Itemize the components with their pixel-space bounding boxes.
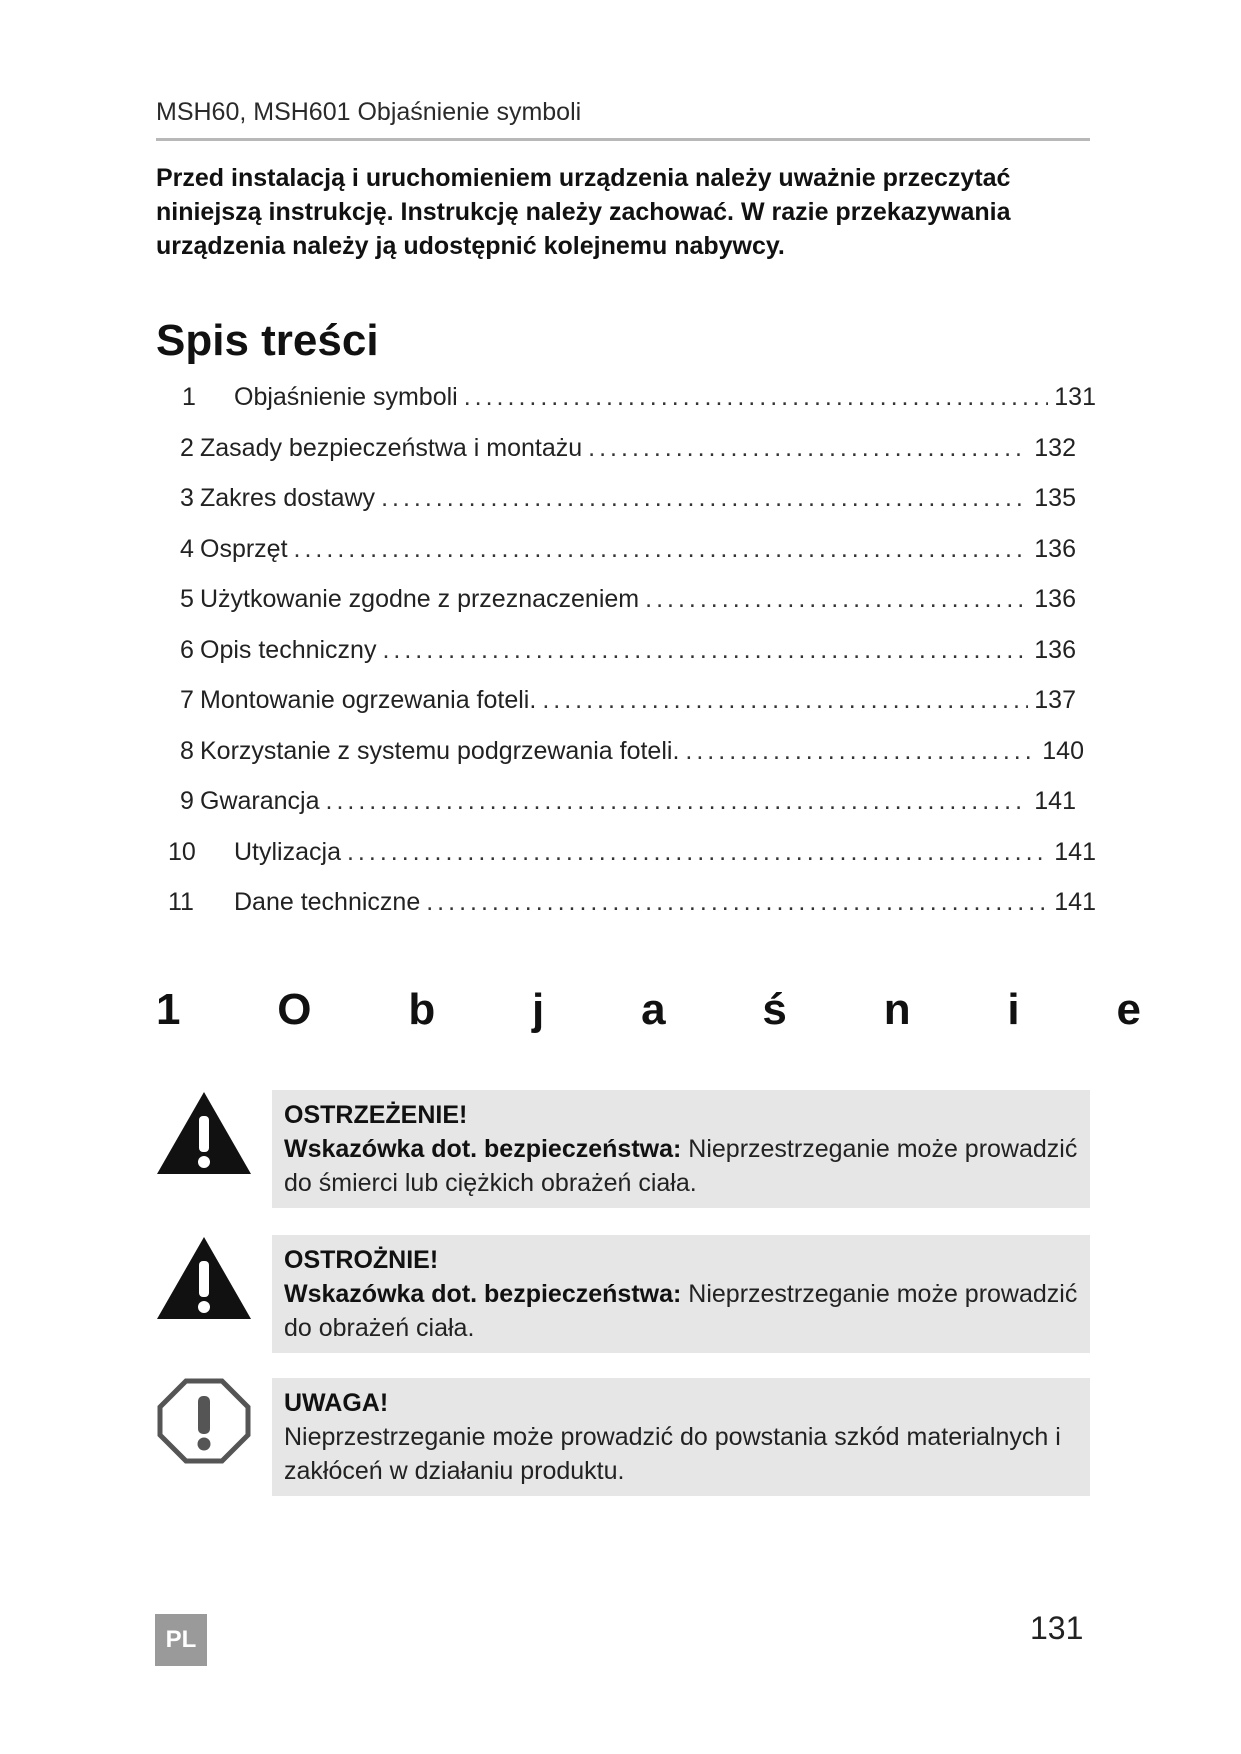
toc-leader	[542, 686, 1028, 715]
toc-item[interactable]	[156, 585, 1076, 636]
intro-text: Przed instalacją i uruchomieniem urządzenia należy uważnie przeczytać niniejszą instrukcję. Instrukcję należy zachować. W razie przekazywania urządzenia należy ją udostępnić kolejnemu nabywcy.	[156, 164, 1011, 260]
toc-item[interactable]	[156, 434, 1076, 485]
toc-item-number: 4	[180, 534, 194, 563]
language-badge: PL	[155, 1614, 207, 1666]
warning-triangle-icon	[156, 1090, 252, 1176]
toc-leader	[326, 787, 1029, 816]
toc-leader	[294, 535, 1029, 564]
toc-item-label: Zakres dostawy	[200, 484, 376, 512]
notice-title: OSTROŻNIE!	[284, 1246, 439, 1274]
section-heading	[156, 985, 1141, 1035]
notice-title: OSTRZEŻENIE!	[284, 1101, 468, 1129]
section-heading-char: a	[641, 985, 666, 1034]
toc-item[interactable]	[156, 484, 1076, 535]
notice-text: Nieprzestrzeganie może prowadzić do obrażeń ciała.	[284, 1280, 1078, 1342]
caution-triangle-icon	[156, 1235, 252, 1321]
notice-caution	[272, 1235, 1090, 1353]
notice-attention	[272, 1378, 1090, 1496]
toc-item-page: 137	[1034, 686, 1076, 714]
toc-item-label: Opis techniczny	[200, 635, 377, 664]
page-header: MSH60, MSH601 Objaśnienie symboli	[156, 98, 582, 126]
toc-item-page: 141	[1054, 837, 1096, 866]
toc-item-number: 7	[180, 686, 194, 714]
section-heading-char: j	[532, 985, 545, 1034]
section-heading-char: 1	[156, 985, 181, 1034]
header-rule	[156, 138, 1090, 141]
toc-item-page: 136	[1034, 585, 1076, 613]
toc-item-page: 141	[1034, 787, 1076, 815]
section-heading-char: b	[408, 985, 436, 1034]
page-number: 131	[1030, 1610, 1084, 1646]
toc-item-label: Użytkowanie zgodne z przeznaczeniem	[200, 585, 640, 613]
toc-item[interactable]	[156, 383, 1096, 434]
toc-item-page: 131	[1054, 383, 1096, 411]
toc-item-page: 135	[1034, 484, 1076, 512]
table-of-contents	[156, 383, 1096, 939]
notice-text: Nieprzestrzeganie może prowadzić do powstania szkód materialnych i zakłóceń w działaniu produktu.	[284, 1423, 1061, 1485]
toc-item-label: Utylizacja	[234, 837, 341, 866]
toc-item[interactable]	[156, 888, 1096, 939]
toc-item-number: 5	[180, 585, 194, 613]
toc-item-number: 10	[168, 837, 196, 866]
toc-item[interactable]	[156, 686, 1076, 737]
toc-leader	[588, 434, 1028, 463]
toc-item-page: 141	[1054, 888, 1096, 916]
toc-item[interactable]	[156, 535, 1076, 586]
toc-item-label: Korzystanie z systemu podgrzewania foteli.	[200, 736, 680, 765]
toc-item-number: 1	[182, 383, 196, 411]
toc-item-label: Zasady bezpieczeństwa i montażu	[200, 433, 583, 462]
toc-item-label: Osprzęt	[200, 534, 288, 563]
notice-lead: Wskazówka dot. bezpieczeństwa:	[284, 1135, 682, 1163]
toc-leader	[381, 484, 1028, 513]
section-heading-char: n	[883, 985, 911, 1034]
toc-title: Spis treści	[156, 316, 379, 365]
section-heading-char: i	[1007, 985, 1020, 1034]
notice-title: UWAGA!	[284, 1389, 389, 1417]
notice-text: Nieprzestrzeganie może prowadzić do śmierci lub ciężkich obrażeń ciała.	[284, 1135, 1078, 1197]
toc-item-page: 132	[1034, 433, 1076, 462]
toc-item-page: 140	[1042, 736, 1084, 765]
toc-item-number: 2	[180, 433, 194, 462]
section-heading-char: e	[1116, 985, 1141, 1034]
toc-leader	[426, 888, 1048, 917]
notice-warning	[272, 1090, 1090, 1208]
toc-leader	[464, 383, 1049, 412]
toc-leader	[382, 636, 1028, 665]
toc-item-number: 8	[180, 736, 194, 765]
toc-leader	[347, 838, 1048, 867]
notice-lead: Wskazówka dot. bezpieczeństwa:	[284, 1280, 682, 1308]
notice-octagon-icon	[156, 1378, 252, 1464]
toc-item-number: 11	[168, 888, 194, 916]
toc-item-label: Dane techniczne	[234, 888, 421, 916]
toc-item[interactable]	[156, 737, 1084, 788]
toc-leader	[685, 737, 1036, 766]
toc-item[interactable]	[156, 636, 1076, 687]
toc-item-label: Objaśnienie symboli	[234, 383, 458, 411]
toc-item-number: 3	[180, 484, 194, 512]
toc-item-label: Montowanie ogrzewania foteli.	[200, 686, 537, 714]
toc-item-number: 6	[180, 635, 194, 664]
toc-leader	[645, 585, 1028, 614]
toc-item[interactable]	[156, 838, 1096, 889]
toc-item-label: Gwarancja	[200, 787, 320, 815]
toc-item-page: 136	[1034, 534, 1076, 563]
section-heading-char: ś	[762, 985, 787, 1034]
toc-item-page: 136	[1034, 635, 1076, 664]
section-heading-char: O	[277, 985, 312, 1034]
toc-item-number: 9	[180, 787, 194, 815]
toc-item[interactable]	[156, 787, 1076, 838]
